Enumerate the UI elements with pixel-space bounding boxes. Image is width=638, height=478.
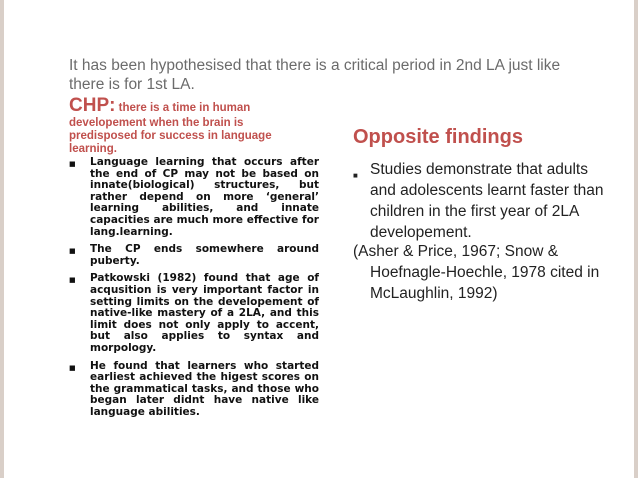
list-item-text: He found that learners who started earliest achieved the higest scores on the grammatical tasks, and those who began later didnt have native like language abilities. <box>90 359 319 418</box>
list-item-text: The CP ends somewhere around puberty. <box>90 243 319 267</box>
list-item <box>69 244 319 267</box>
slide-right-border <box>634 0 638 478</box>
list-item <box>69 361 319 419</box>
right-bullet-list <box>353 159 608 243</box>
opposite-findings-heading: Opposite findings <box>353 126 523 148</box>
list-item <box>69 273 319 354</box>
list-item <box>353 159 608 243</box>
list-item-text: Language learning that occurs after the end of CP may not be based on innate(biological) structures, but rather depend on more ‘general’ learning abilities, and innate capacities are much more effective for lang.learning. <box>90 156 319 238</box>
bullet-icon: ■ <box>69 363 76 372</box>
chp-definition <box>69 96 299 155</box>
intro-text: It has been hypothesised that there is a critical period in 2nd LA just like there is for 1st LA. <box>69 57 561 93</box>
bullet-icon: ■ <box>69 247 76 256</box>
chp-label: CHP: <box>69 95 116 116</box>
bullet-icon: ■ <box>353 171 358 180</box>
left-bullet-list <box>69 157 319 424</box>
bullet-icon: ■ <box>69 160 76 168</box>
bullet-icon: ■ <box>69 276 76 285</box>
slide-left-border <box>0 0 4 478</box>
list-item-text: Studies demonstrate that adults and adolescents learnt faster than children in the first year of 2LA developement. <box>370 161 604 241</box>
list-item-text: Patkowski (1982) found that age of acqusition is very important factor in setting limits on the developement of native-like mastery of a 2LA, and this limit does not only apply to accent, but also applies to syntax and morpology. <box>90 272 319 354</box>
chp-text: there is a time in human developement when the brain is predisposed for success in language learning. <box>69 102 272 155</box>
list-item <box>69 157 319 238</box>
citation-text: (Asher & Price, 1967; Snow & Hoefnagle-Hoechle, 1978 cited in McLaughlin, 1992) <box>353 243 600 302</box>
